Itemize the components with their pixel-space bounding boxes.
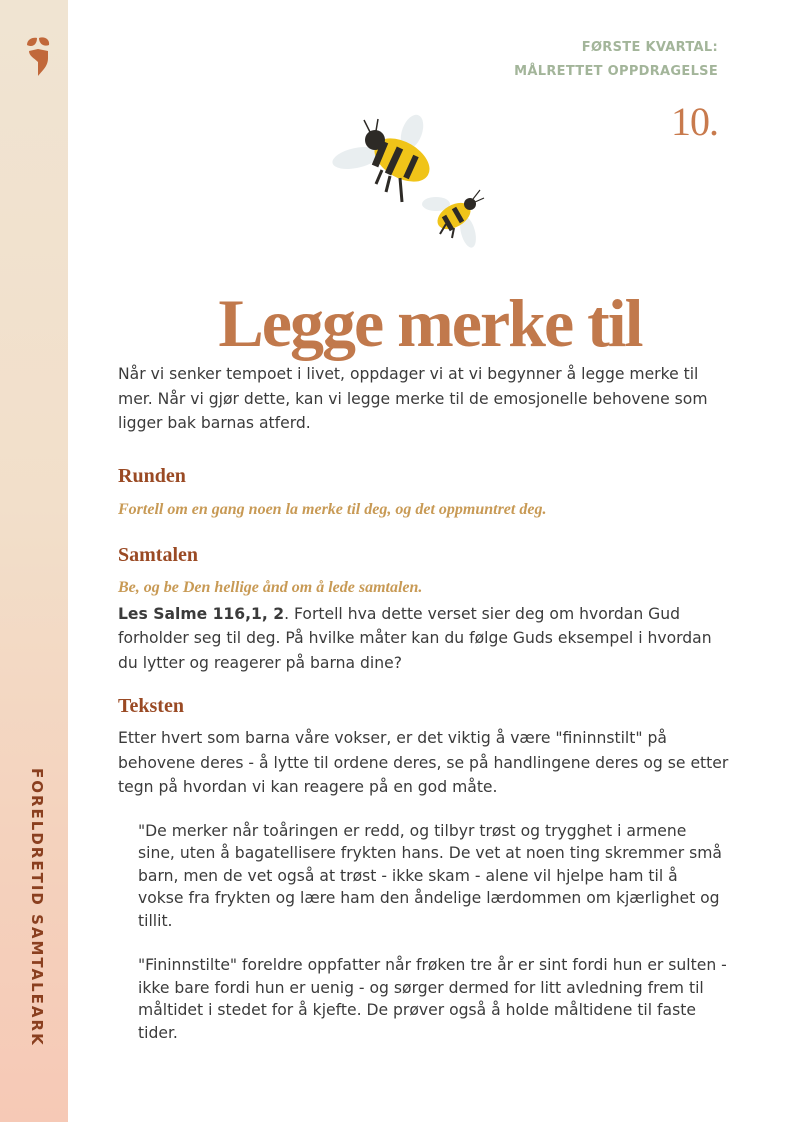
runden-heading: Runden — [118, 464, 186, 487]
teksten-heading: Teksten — [118, 695, 184, 717]
main-content — [118, 362, 730, 1044]
intro-paragraph: Når vi senker tempoet i livet, oppdager vi at vi begynner å legge merke til mer. Når vi gjør dette, kan vi legge merke til de emosjonelle behovene som ligger bak barnas atferd. — [118, 365, 708, 432]
teksten-intro: Etter hvert som barna våre vokser, er det viktig å være "fininnstilt" på behovene deres - å lytte til ordene deres, se på handlingene deres og se etter tegn på hvordan vi kan reagere på en god måte. — [118, 729, 729, 796]
bees-illustration — [330, 112, 490, 254]
bee-large — [330, 112, 437, 202]
document-type-label: FORELDRETID SAMTALEARK — [28, 768, 46, 1047]
quarter-title: FØRSTE KVARTAL: — [581, 40, 718, 55]
quarter-header — [514, 36, 718, 84]
quote-paragraph-2: "Fininnstilte" foreldre oppfatter når frøken tre år er sint fordi hun er sulten - ikke bare fordi hun er uenig - og sørger dermed for litt avledning frem til måltidet i stedet for å kjefte. De prøver også å holde måltidene til faste tider. — [138, 956, 727, 1042]
page-title: Legge merke til — [218, 285, 642, 361]
quote-paragraph-1: "De merker når toåringen er redd, og tilbyr trøst og trygghet i armene sine, uten å bagatellisere frykten hans. De vet at noen ting skremmer små barn, men de vet også at trøst - ikke skam - alene vil hjelpe ham til å vokse fra frykten og lære ham den åndelige lærdommen om kjærlighet og tillit. — [138, 821, 722, 930]
leaf-logo-icon — [24, 36, 52, 78]
samtalen-paragraph — [118, 602, 730, 676]
scripture-reference: Les Salme 116,1, 2 — [118, 604, 285, 623]
samtalen-text: . Fortell hva dette verset sier deg om hvordan Gud forholder seg til deg. På hvilke måter kan du følge Guds eksempel i hvordan du lytter og reagerer på barna dine? — [118, 604, 712, 672]
runden-prompt: Fortell om en gang noen la merke til deg, og det oppmuntret deg. — [118, 500, 547, 518]
bee-small — [422, 190, 484, 249]
samtalen-prayer: Be, og be Den hellige ånd om å lede samtalen. — [118, 578, 423, 596]
quote-block — [138, 820, 728, 1045]
quarter-theme: MÅLRETTET OPPDRAGELSE — [514, 64, 718, 79]
sidebar — [0, 0, 68, 1122]
lesson-number: 10. — [671, 99, 718, 144]
samtalen-heading: Samtalen — [118, 543, 198, 566]
